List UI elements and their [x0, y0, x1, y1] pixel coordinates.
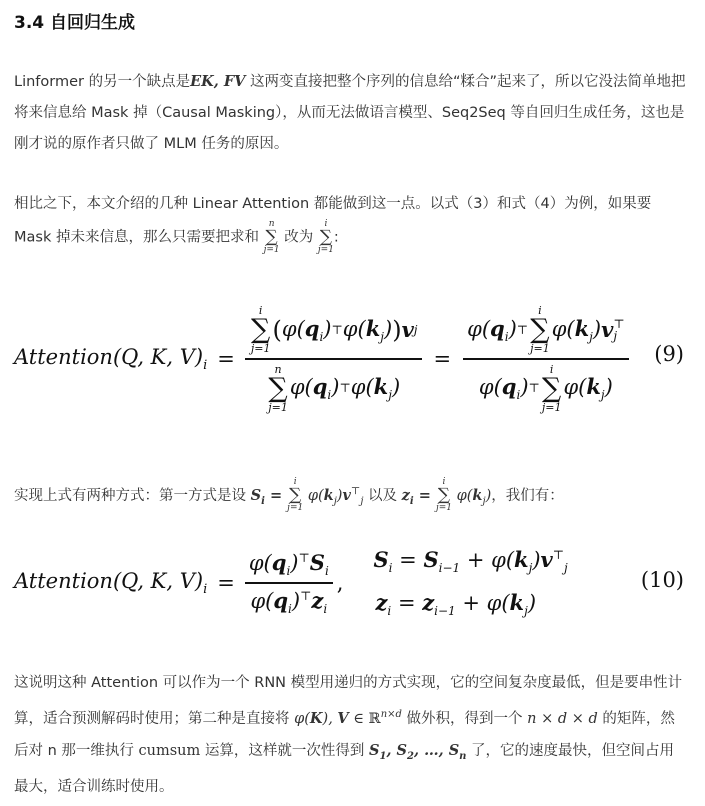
equation-9: Attention(Q, K, $V)_i$ = i ∑ j=1 ( $\varphi(q_i)$ ⊤ $\varphi(k_j)$ ) v j n ∑ j=1 $\varphi(q_i)$ ⊤ $\varphi(k_j)$ = $\varphi(q_i)$ ⊤ i ∑ j=1 $\varphi(k_j)$ v ⊤ j $\varphi(q_i)$ ⊤ i ∑ j=1 $\varphi(k_j)$ (9)	[14, 304, 684, 414]
eq9-fraction-right: $\varphi(q_i)$ ⊤ i ∑ j=1 $\varphi(k_j)$ v ⊤ j $\varphi(q_i)$ ⊤ i ∑ j=1 $\varphi(k_j)$	[463, 305, 628, 412]
para4-text-b: 做外积，得到一个	[401, 710, 528, 727]
para4-text-d: 运算，这样就一次性得到	[200, 742, 369, 759]
sum-operator-n: n ∑ j=1	[263, 219, 280, 255]
para2-text-a: 相比之下，本文介绍的几种 Linear Attention 都能做到这一点。以式（3）和式（4）为例，如果要 Mask 掉未来信息，那么只需要把求和	[14, 196, 652, 246]
para1-text-a: Linformer 的另一个缺点是	[14, 74, 191, 90]
math-s-i-def: $S_i$ =	[250, 486, 288, 507]
eq9-fraction-left: i ∑ j=1 ( $\varphi(q_i)$ ⊤ $\varphi(k_j)$ ) v j n ∑ j=1 $\varphi(q_i)$ ⊤ $\varphi(k_j)$	[245, 305, 422, 412]
math-z-i-body: $\varphi(k_j)$	[452, 486, 492, 507]
eq10-lhs	[14, 569, 207, 597]
sum-lower-j1-b: j=1	[317, 245, 334, 255]
para3-text-b: 以及	[363, 487, 402, 504]
sum-operator-i: i ∑ j=1	[317, 219, 334, 255]
para4-text-c: 的矩阵，然后对 n 那一维执行	[14, 710, 675, 759]
eq9-number: (9)	[654, 342, 684, 366]
para4-text-a: 这说明这种 Attention 可以作为一个 RNN 模型用递归的方式实现，它的空间复杂度最低，但是要串性计算，适合预测解码时使用；第二种是直接将	[14, 675, 683, 727]
math-s-sequence: $S_1$, $S_2$, …, $S_n$	[369, 741, 467, 762]
para2-text-b: 改为	[279, 229, 318, 246]
paragraph-masking-intro	[14, 189, 686, 255]
equation-10: Attention(Q, K, $V)_i$ = $\frac{\varphi(q_i)^⊤S_i}{\varphi(q_i)^⊤z_i}$ , $S_i = S_{i-1} + \varphi(k_j)v^⊤_j$ $z_i = z_{i-1} + \varphi(k_j)$ (10)	[14, 544, 686, 624]
section-title: 3.4 自回归生成	[14, 13, 136, 33]
paragraph-complexity: 这说明这种 Attention 可以作为一个 RNN 模型用递归的方式实现，它的空间复杂度最低，但是要串性计算，适合预测解码时使用；第二种是直接将 φ(K), V ∈ ℝ$^{n\times d}$ 做外积，得到一个 n × d × d 的矩阵，然后对 n 那一维执行 cumsum 运算，这样就一次性得到 $S_1$, $S_2$, …, $S_n$ 了，它的速度最快，但空间占用最大，适合训练时使用。	[14, 675, 683, 795]
eq9-lhs	[14, 345, 207, 373]
math-cumsum: cumsum	[138, 742, 201, 759]
para3-text-c: ，我们有：	[491, 487, 564, 504]
eq10-fraction: $\frac{\varphi(q_i)^⊤S_i}{\varphi(q_i)^⊤z_i}$	[245, 550, 333, 616]
math-phi-k-v: φ(K), V	[294, 709, 349, 727]
para3-text-a: 实现上式有两种方式：第一方式是设	[14, 487, 251, 504]
eq10-lhs-text: Attention(Q, K, V)	[14, 568, 204, 593]
para2-text-c: :	[333, 229, 339, 246]
para1-text-b: 这两变直接把整个序列的信息给“糅合”起来了，所以它没法简单地把将来信息给 Mask 掉（Causal Masking），从而无法做语言模型、Seq2Seq 等自回归生成任务，这也是刚才说的原作者只做了 MLM 任务的原因。	[14, 74, 686, 152]
math-z-i-def: $z_i$ =	[401, 486, 436, 507]
math-n-d-d: n × d × d	[527, 710, 598, 727]
eq10-number: (10)	[640, 568, 684, 592]
sum-upper-i: i	[324, 219, 328, 229]
eq9-lhs-text: Attention(Q, K, V)	[14, 344, 204, 369]
math-ek-fv: EK, FV	[190, 73, 246, 90]
sum-lower-j1: j=1	[263, 245, 280, 255]
sum-upper-n: n	[268, 219, 275, 229]
math-s-i-body: $\varphi(k_j)v^⊤_j$	[303, 486, 364, 507]
eq10-recurrence: $S_i = S_{i-1} + \varphi(k_j)v^⊤_j$ $z_i = z_{i-1} + \varphi(k_j)$	[373, 547, 568, 618]
eq9-lhs-sub: i	[203, 358, 208, 374]
para4-text-e: 了，它的速度最快，但空间占用最大，适合训练时使用。	[14, 742, 675, 795]
paragraph-linformer-drawback	[14, 66, 686, 160]
eq10-lhs-sub: i	[203, 582, 208, 598]
paragraph-implementation: 实现上式有两种方式：第一方式是设 $S_i$ = i ∑ j=1 $\varphi(k_j)v^⊤_j$ 以及 $z_i$ = i ∑ j=1 $\varphi(k_j)$，我们有：	[14, 477, 564, 514]
